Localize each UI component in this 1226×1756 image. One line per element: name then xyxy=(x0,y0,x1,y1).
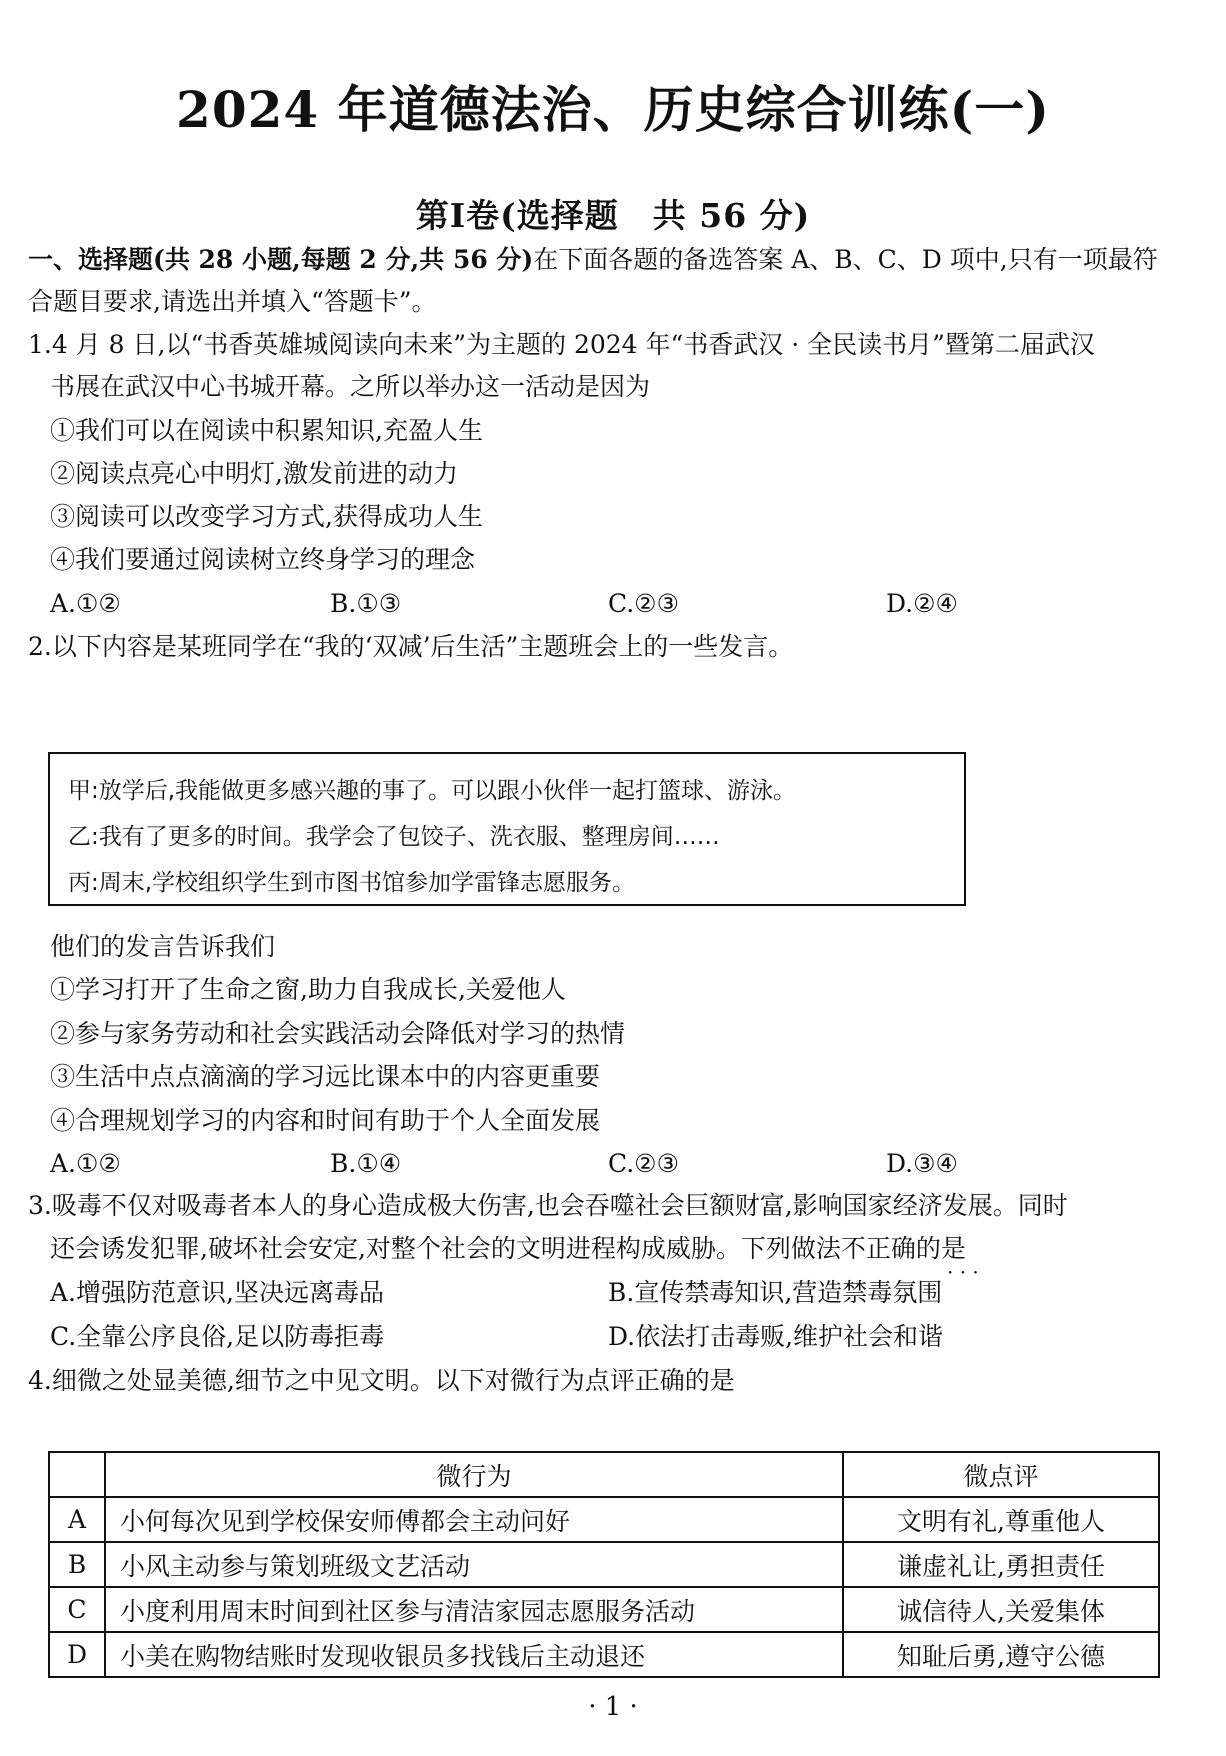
instructions-text: 在下面各题的备选答案 A、B、C、D 项中,只有一项最符 xyxy=(533,245,1158,274)
q3-stem-line-1: 3.吸毒不仅对吸毒者本人的身心造成极大伤害,也会吞噬社会巨额财富,影响国家经济发展。同时 xyxy=(28,1191,1068,1220)
q1-item: ①我们可以在阅读中积累知识,充盈人生 xyxy=(50,416,483,445)
q1-option-a[interactable]: A.①② xyxy=(50,589,121,618)
table-cell-behavior: 小美在购物结账时发现收银员多找钱后主动退还 xyxy=(105,1632,843,1677)
q2-option-c[interactable]: C.②③ xyxy=(608,1149,680,1178)
table-header xyxy=(49,1452,105,1497)
q2-quote: 丙:周末,学校组织学生到市图书馆参加学雷锋志愿服务。 xyxy=(68,870,636,896)
q1-option-c[interactable]: C.②③ xyxy=(608,589,680,618)
q2-stem: 2.以下内容是某班同学在“我的‘双减’后生活”主题班会上的一些发言。 xyxy=(28,632,794,661)
q4-table xyxy=(48,1451,1160,1678)
q1-stem-line-2: 书展在武汉中心书城开幕。之所以举办这一活动是因为 xyxy=(50,372,651,401)
page-number: · 1 · xyxy=(588,1692,638,1722)
q1-option-b[interactable]: B.①③ xyxy=(330,589,402,618)
q1-item: ③阅读可以改变学习方式,获得成功人生 xyxy=(50,502,483,531)
table-cell-comment: 文明有礼,尊重他人 xyxy=(843,1497,1159,1542)
table-header: 微行为 xyxy=(105,1452,843,1497)
q3-stem-line-2: 还会诱发犯罪,破坏社会安定,对整个社会的文明进程构成威胁。下列做法不正确的是 xyxy=(50,1234,966,1263)
table-cell-label: D xyxy=(49,1632,105,1677)
q2-item: ③生活中点点滴滴的学习远比课本中的内容更重要 xyxy=(50,1062,601,1091)
q2-prompt: 他们的发言告诉我们 xyxy=(50,932,276,961)
emphasis-dots: · · · xyxy=(947,1260,979,1284)
table-header: 微点评 xyxy=(843,1452,1159,1497)
q1-stem-line-1: 1.4 月 8 日,以“书香英雄城阅读向未来”为主题的 2024 年“书香武汉 · 全民读书月”暨第二届武汉 xyxy=(28,330,1095,359)
q1-item: ④我们要通过阅读树立终身学习的理念 xyxy=(50,545,476,574)
section-title: 第Ⅰ卷(选择题 共 56 分) xyxy=(415,196,811,235)
table-cell-label: C xyxy=(49,1587,105,1632)
q3-option-a[interactable]: A.增强防范意识,坚决远离毒品 xyxy=(50,1278,384,1307)
table-row xyxy=(49,1587,1159,1632)
q2-item: ②参与家务劳动和社会实践活动会降低对学习的热情 xyxy=(50,1019,626,1048)
q3-option-b[interactable]: B.宣传禁毒知识,营造禁毒氛围 xyxy=(608,1278,943,1307)
q3-option-d[interactable]: D.依法打击毒贩,维护社会和谐 xyxy=(608,1322,944,1351)
q2-option-b[interactable]: B.①④ xyxy=(330,1149,402,1178)
q4-stem: 4.细微之处显美德,细节之中见文明。以下对微行为点评正确的是 xyxy=(28,1366,735,1395)
table-row xyxy=(49,1542,1159,1587)
table-cell-comment: 诚信待人,关爱集体 xyxy=(843,1587,1159,1632)
table-cell-label: A xyxy=(49,1497,105,1542)
q2-quote: 甲:放学后,我能做更多感兴趣的事了。可以跟小伙伴一起打篮球、游泳。 xyxy=(68,778,797,804)
table-row xyxy=(49,1497,1159,1542)
instructions-heading: 一、选择题(共 28 小题,每题 2 分,共 56 分) xyxy=(28,245,534,274)
exam-title: 2024 年道德法治、历史综合训练(一) xyxy=(176,80,1050,139)
q2-quote: 乙:我有了更多的时间。我学会了包饺子、洗衣服、整理房间…… xyxy=(68,824,720,850)
q2-option-d[interactable]: D.③④ xyxy=(886,1149,958,1178)
table-cell-behavior: 小风主动参与策划班级文艺活动 xyxy=(105,1542,843,1587)
q1-item: ②阅读点亮心中明灯,激发前进的动力 xyxy=(50,459,458,488)
q3-option-c[interactable]: C.全靠公序良俗,足以防毒拒毒 xyxy=(50,1322,385,1351)
q2-quote-box xyxy=(48,752,966,906)
table-header-row xyxy=(49,1452,1159,1497)
table-cell-behavior: 小何每次见到学校保安师傅都会主动问好 xyxy=(105,1497,843,1542)
table-row xyxy=(49,1632,1159,1677)
table-cell-label: B xyxy=(49,1542,105,1587)
instructions-line-2: 合题目要求,请选出并填入“答题卡”。 xyxy=(28,287,437,316)
q2-item: ①学习打开了生命之窗,助力自我成长,关爱他人 xyxy=(50,975,566,1004)
table-cell-behavior: 小度利用周末时间到社区参与清洁家园志愿服务活动 xyxy=(105,1587,843,1632)
table-cell-comment: 知耻后勇,遵守公德 xyxy=(843,1632,1159,1677)
q2-item: ④合理规划学习的内容和时间有助于个人全面发展 xyxy=(50,1106,601,1135)
q1-option-d[interactable]: D.②④ xyxy=(886,589,958,618)
q2-option-a[interactable]: A.①② xyxy=(50,1149,121,1178)
instructions-line-1 xyxy=(28,243,1158,277)
table-cell-comment: 谦虚礼让,勇担责任 xyxy=(843,1542,1159,1587)
